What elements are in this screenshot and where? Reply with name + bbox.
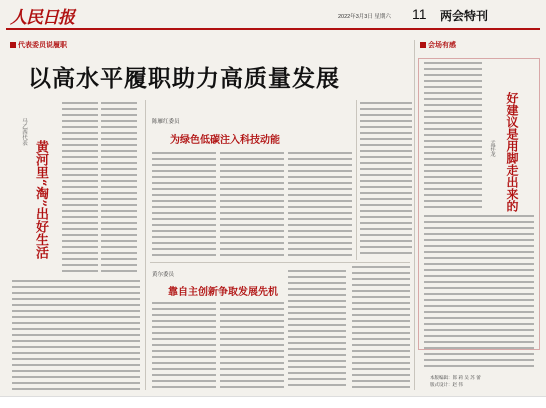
column-text-3 <box>12 280 140 390</box>
section-tag-main <box>10 40 67 50</box>
column-text-2 <box>101 102 137 272</box>
square-icon <box>10 42 16 48</box>
column-byline: 马乙西代表 <box>21 118 27 146</box>
viewer-footer <box>0 396 546 408</box>
section-tag-sidebar <box>420 40 456 50</box>
story-three-text-1 <box>152 302 216 390</box>
sidebar-text-2 <box>424 215 534 370</box>
story-three-title: 靠自主创新争取发展先机 <box>168 287 278 298</box>
column-text-1 <box>62 102 98 272</box>
column-divider <box>145 100 146 390</box>
column-title: 黄河里“淘”出好生活 <box>33 140 48 259</box>
masthead-rule <box>6 28 540 30</box>
dateline: 2022年3月3日 星期六 <box>338 14 391 20</box>
story-two-text-2 <box>220 152 284 260</box>
sidebar-text-1 <box>424 62 482 212</box>
page-credits <box>430 375 481 389</box>
square-icon <box>420 42 426 48</box>
story-two-text-3 <box>288 152 352 260</box>
middle-text-1 <box>360 102 412 258</box>
story-two-title: 为绿色低碳注入科技动能 <box>170 135 280 146</box>
story-two-text-1 <box>152 152 216 260</box>
story-divider <box>150 262 410 263</box>
middle-divider <box>356 100 357 260</box>
section-tag-label: 会场有感 <box>428 41 456 49</box>
story-three-author: 黄尔委员 <box>152 272 175 278</box>
page-number: 11 <box>412 6 427 22</box>
main-headline: 以高水平履职助力高质量发展 <box>28 66 340 92</box>
story-three-text-4 <box>352 266 410 390</box>
section-tag-label: 代表委员说履职 <box>18 41 67 49</box>
sidebar-title: 好建议是用脚走出来的 <box>505 92 519 212</box>
page-name: 两会特刊 <box>440 9 489 23</box>
newspaper-logo: 人民日报 <box>10 8 74 28</box>
credit-line: 版式设计：赵 伟 <box>430 383 463 388</box>
sidebar-divider <box>414 40 415 390</box>
story-three-text-3 <box>288 270 346 390</box>
credit-line: 本版编辑：郎 莉 吴 苏 蕾 <box>430 376 481 381</box>
story-three-text-2 <box>220 302 284 390</box>
masthead <box>0 0 546 28</box>
story-two-author: 陈雁红委员 <box>152 119 180 125</box>
sidebar-byline: 孟祥龙 <box>489 140 495 157</box>
